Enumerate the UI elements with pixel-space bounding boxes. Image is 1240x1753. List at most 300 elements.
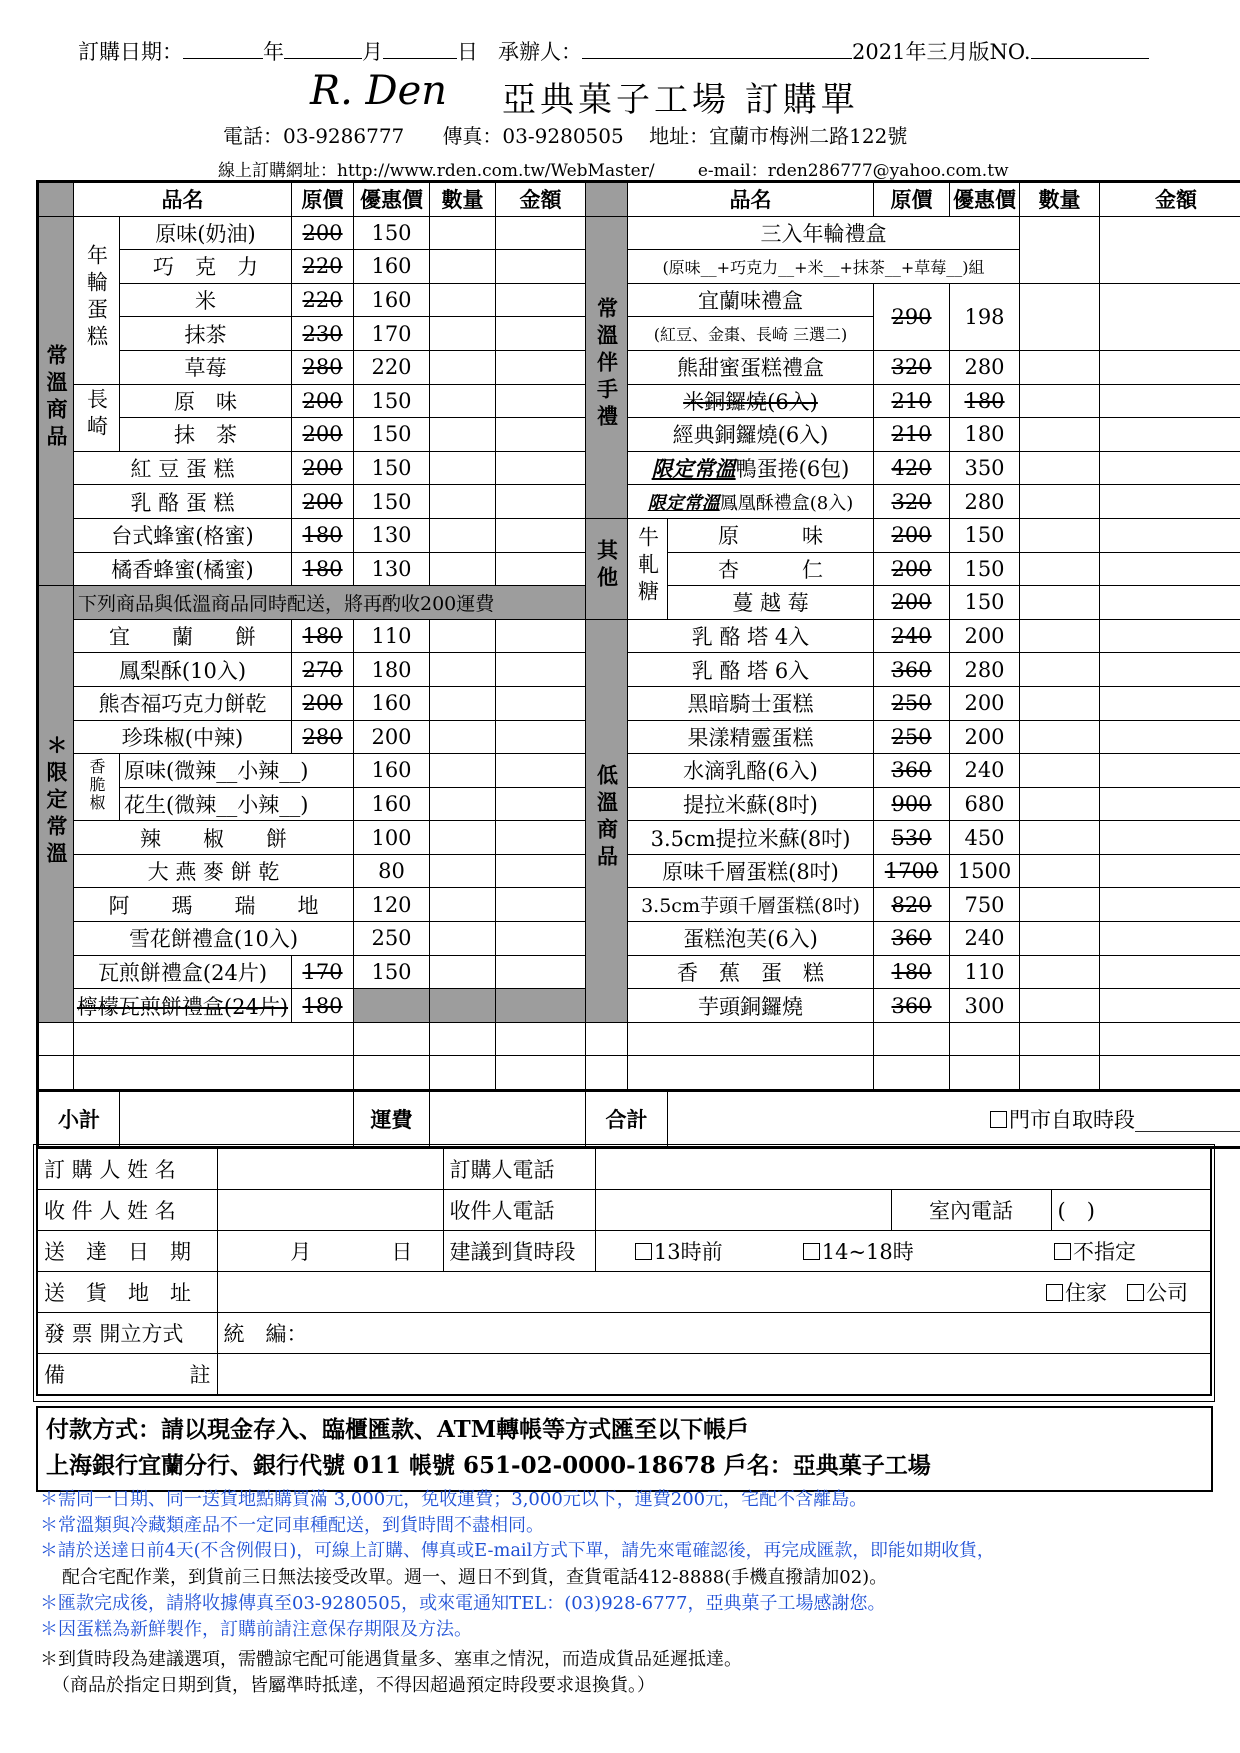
qty-field[interactable] xyxy=(1020,384,1100,418)
item-disc: 350 xyxy=(950,451,1020,485)
amount-field[interactable] xyxy=(496,418,586,452)
amount-field[interactable] xyxy=(496,1056,586,1091)
amount-field[interactable] xyxy=(496,317,586,351)
buyer-name-field[interactable] xyxy=(217,1148,443,1190)
qty-field[interactable] xyxy=(1020,1056,1100,1091)
customer-info-table xyxy=(36,1147,1212,1396)
amount-field[interactable] xyxy=(1100,720,1240,754)
item-disc: 150 xyxy=(354,216,430,250)
empty-cell xyxy=(38,1022,74,1056)
note-5: ＊匯款完成後，請將收據傳真至03-9280505，或來電通知TEL：(03)928-6777，亞典菓子工場感謝您。 xyxy=(40,1593,886,1614)
item-disc: 130 xyxy=(354,552,430,586)
item-disc: 200 xyxy=(950,686,1020,720)
handler-blank[interactable] xyxy=(582,58,852,59)
group-label-ambient xyxy=(38,216,74,586)
amount-field[interactable] xyxy=(1100,350,1240,384)
item-name: 乳 酪 塔 4入 xyxy=(628,619,874,653)
qty-field[interactable] xyxy=(430,418,496,452)
amount-field[interactable] xyxy=(1100,955,1240,989)
item-name: 黑暗騎士蛋糕 xyxy=(628,686,874,720)
item-orig: 180 xyxy=(874,955,950,989)
item-name: 乳 酪 蛋 糕 xyxy=(74,485,292,519)
note-6: ＊因蛋糕為新鮮製作，訂購前請注意保存期限及方法。 xyxy=(40,1619,472,1640)
remark-label-b: 註 xyxy=(189,1363,211,1387)
table-row xyxy=(38,216,1240,250)
header-orig-r: 原價 xyxy=(874,182,950,217)
pickup-label: 門市自取時段__________ xyxy=(1009,1108,1240,1133)
buyer-row xyxy=(37,1148,1211,1190)
qty-field[interactable] xyxy=(430,720,496,754)
qty-field[interactable] xyxy=(1020,619,1100,653)
item-orig: 360 xyxy=(874,653,950,687)
group-cold-text: 低溫商品 xyxy=(594,764,620,873)
amount-field[interactable] xyxy=(496,888,586,922)
amount-field[interactable] xyxy=(1100,1022,1240,1056)
item-orig: 240 xyxy=(874,619,950,653)
month-blank[interactable] xyxy=(284,58,362,59)
date-day: 日 xyxy=(391,1240,413,1264)
qty-field[interactable] xyxy=(430,888,496,922)
header-amount-r: 金額 xyxy=(1100,182,1240,217)
date-row xyxy=(37,1231,1211,1272)
custom-disc-field[interactable] xyxy=(354,1022,430,1056)
amount-field[interactable] xyxy=(496,619,586,653)
remark-label-a: 備 xyxy=(44,1363,65,1387)
time2-checkbox[interactable] xyxy=(803,1243,820,1260)
shipping-field[interactable] xyxy=(430,1091,586,1148)
item-disc: 130 xyxy=(354,518,430,552)
payment-box xyxy=(36,1406,1213,1492)
qty-field[interactable] xyxy=(1020,1022,1100,1056)
qty-field[interactable] xyxy=(430,754,496,788)
amount-field[interactable] xyxy=(1100,283,1240,350)
item-name: 香 蕉 蛋 糕 xyxy=(628,955,874,989)
web-url[interactable]: http://www.rden.com.tw/WebMaster/ xyxy=(337,161,655,181)
item-name: 3.5cm芋頭千層蛋糕(8吋) xyxy=(628,888,874,922)
amount-field[interactable] xyxy=(496,283,586,317)
amount-field[interactable] xyxy=(1100,451,1240,485)
amount-field[interactable] xyxy=(1100,586,1240,620)
time1-label: 13時前 xyxy=(653,1240,723,1264)
invoice-label: 發 票 開立方式 xyxy=(37,1313,217,1354)
item-orig: 200 xyxy=(292,418,354,452)
amount-field[interactable] xyxy=(496,384,586,418)
qty-blank xyxy=(430,989,496,1023)
qty-field[interactable] xyxy=(430,384,496,418)
castella-group-label xyxy=(74,384,120,451)
remark-field[interactable] xyxy=(217,1354,1211,1396)
subtotal-label: 小計 xyxy=(38,1091,120,1148)
qty-field[interactable] xyxy=(430,485,496,519)
custom-disc-field[interactable] xyxy=(950,1056,1020,1091)
qty-field[interactable] xyxy=(1020,283,1100,350)
qty-field[interactable] xyxy=(430,653,496,687)
note-8: （商品於指定日期到貨，皆屬準時抵達，不得因超過預定時段要求退換貨。） xyxy=(52,1675,655,1696)
day-label: 日 xyxy=(457,40,478,64)
qty-field[interactable] xyxy=(1020,787,1100,821)
item-orig: 180 xyxy=(292,518,354,552)
delivery-date-field[interactable] xyxy=(217,1231,443,1272)
amount-field[interactable] xyxy=(1100,754,1240,788)
item-disc-blank xyxy=(354,989,430,1023)
qty-field[interactable] xyxy=(1020,686,1100,720)
item-orig: 320 xyxy=(874,350,950,384)
item-orig: 210 xyxy=(874,384,950,418)
contact-line xyxy=(223,120,907,149)
note-7: ＊到貨時段為建議選項，需體諒宅配可能遇貨量多、塞車之情況，而造成貨品延遲抵達。 xyxy=(40,1649,742,1670)
item-disc: 280 xyxy=(950,350,1020,384)
qty-field[interactable] xyxy=(1020,418,1100,452)
qty-field[interactable] xyxy=(430,854,496,888)
amount-field[interactable] xyxy=(496,250,586,284)
amount-field[interactable] xyxy=(496,686,586,720)
qty-field[interactable] xyxy=(430,821,496,855)
amount-field[interactable] xyxy=(496,955,586,989)
item-disc: 100 xyxy=(354,821,430,855)
item-name: 紅 豆 蛋 糕 xyxy=(74,451,292,485)
amount-field[interactable] xyxy=(1100,1056,1240,1091)
shipping-label: 運費 xyxy=(354,1091,430,1148)
item-orig: 200 xyxy=(874,518,950,552)
item-name: 草莓 xyxy=(120,350,292,384)
item-name: 3.5cm提拉米蘇(8吋) xyxy=(628,821,874,855)
table-row xyxy=(38,653,1240,687)
castella-group-text: 長崎 xyxy=(84,388,109,443)
item-name: 抹茶 xyxy=(120,317,292,351)
item-disc: 150 xyxy=(354,451,430,485)
pickup-checkbox[interactable] xyxy=(990,1111,1007,1128)
qty-field[interactable] xyxy=(430,250,496,284)
item-orig: 280 xyxy=(292,350,354,384)
qty-field[interactable] xyxy=(430,451,496,485)
day-blank[interactable] xyxy=(383,58,457,59)
item-orig: 290 xyxy=(874,283,950,350)
home-label: 住家 xyxy=(1064,1281,1107,1305)
item-disc: 160 xyxy=(354,250,430,284)
amount-field[interactable] xyxy=(1100,787,1240,821)
item-name: 蔓 越 莓 xyxy=(668,586,874,620)
item-orig: 1700 xyxy=(874,854,950,888)
invoice-row xyxy=(37,1313,1211,1354)
item-name: 水滴乳酪(6入) xyxy=(628,754,874,788)
amount-blank xyxy=(496,989,586,1023)
qty-field[interactable] xyxy=(1020,350,1100,384)
item-disc: 120 xyxy=(354,888,430,922)
table-row xyxy=(38,922,1240,956)
qty-field[interactable] xyxy=(1020,586,1100,620)
item-disc: 160 xyxy=(354,787,430,821)
qty-field[interactable] xyxy=(430,350,496,384)
amount-field[interactable] xyxy=(496,552,586,586)
item-orig: 180 xyxy=(292,619,354,653)
time3-label: 不指定 xyxy=(1072,1240,1136,1264)
item-disc: 110 xyxy=(950,955,1020,989)
crispy-group-label xyxy=(74,754,120,821)
item-orig: 360 xyxy=(874,922,950,956)
qty-field[interactable] xyxy=(1020,451,1100,485)
address-row xyxy=(37,1272,1211,1313)
amount-field[interactable] xyxy=(496,754,586,788)
qty-field[interactable] xyxy=(1020,955,1100,989)
table-row xyxy=(38,686,1240,720)
remark-row xyxy=(37,1354,1211,1396)
amount-field[interactable] xyxy=(1100,854,1240,888)
item-name: 蛋糕泡芙(6入) xyxy=(628,922,874,956)
amount-field[interactable] xyxy=(496,485,586,519)
custom-item-field[interactable] xyxy=(628,1022,874,1056)
qty-field[interactable] xyxy=(430,922,496,956)
item-name xyxy=(628,485,874,519)
cake-group-label xyxy=(74,216,120,384)
amount-field[interactable] xyxy=(1100,619,1240,653)
amount-field[interactable] xyxy=(496,922,586,956)
qty-field[interactable] xyxy=(1020,821,1100,855)
qty-field[interactable] xyxy=(430,787,496,821)
custom-item-field[interactable] xyxy=(628,1056,874,1091)
pickup-cell[interactable] xyxy=(668,1091,1240,1148)
item-orig: 200 xyxy=(292,384,354,418)
table-row xyxy=(38,754,1240,788)
qty-field[interactable] xyxy=(430,955,496,989)
group-ambient-text: 常溫商品 xyxy=(44,344,69,453)
amount-field[interactable] xyxy=(1100,485,1240,519)
group-other-text: 其他 xyxy=(594,539,620,594)
remark-label xyxy=(37,1354,217,1396)
custom-orig-field[interactable] xyxy=(874,1022,950,1056)
item-orig: 220 xyxy=(292,250,354,284)
amount-field[interactable] xyxy=(496,854,586,888)
payment-line-2: 上海銀行宜蘭分行、銀行代號 011 帳號 651-02-0000-18678 戶名：亞典菓子工場 xyxy=(46,1452,931,1479)
item-name: 原味(微辣__小辣__) xyxy=(120,754,354,788)
qty-field[interactable] xyxy=(430,686,496,720)
table-row xyxy=(38,518,1240,552)
home-phone-field[interactable]: ( ) xyxy=(1051,1190,1211,1231)
qty-field[interactable] xyxy=(1020,754,1100,788)
qty-field[interactable] xyxy=(1020,653,1100,687)
receiver-name-field[interactable] xyxy=(217,1190,443,1231)
amount-field[interactable] xyxy=(496,350,586,384)
custom-disc-field[interactable] xyxy=(354,1056,430,1091)
qty-field[interactable] xyxy=(430,619,496,653)
month-label: 月 xyxy=(362,40,383,64)
amount-field[interactable] xyxy=(1100,888,1240,922)
item-orig: 420 xyxy=(874,451,950,485)
receiver-row xyxy=(37,1190,1211,1231)
subtotal-field[interactable] xyxy=(120,1091,354,1148)
qty-field[interactable] xyxy=(1020,485,1100,519)
qty-field[interactable] xyxy=(430,283,496,317)
item-disc: 280 xyxy=(950,653,1020,687)
amount-field[interactable] xyxy=(1100,384,1240,418)
amount-field[interactable] xyxy=(1100,989,1240,1023)
item-orig: 250 xyxy=(874,686,950,720)
item-disc: 220 xyxy=(354,350,430,384)
qty-field[interactable] xyxy=(1020,518,1100,552)
company-label: 公司 xyxy=(1146,1281,1188,1305)
buyer-phone-label: 訂購人電話 xyxy=(443,1148,595,1190)
cake-group-text: 年輪蛋糕 xyxy=(84,243,109,352)
item-name: 原 味 xyxy=(120,384,292,418)
home-phone-label: 室內電話 xyxy=(891,1190,1051,1231)
buyer-phone-field[interactable] xyxy=(595,1148,1211,1190)
item-disc: 170 xyxy=(354,317,430,351)
item-name: 大 燕 麥 餅 乾 xyxy=(74,854,354,888)
time2-label: 14~18時 xyxy=(821,1240,914,1264)
item-disc: 200 xyxy=(354,720,430,754)
time3-checkbox[interactable] xyxy=(1054,1243,1071,1260)
item-orig: 360 xyxy=(874,989,950,1023)
web-label: 線上訂購網址： xyxy=(218,161,337,181)
item-name: 辣 椒 餅 xyxy=(74,821,354,855)
header-amount: 金額 xyxy=(496,182,586,217)
qty-field[interactable] xyxy=(1020,989,1100,1023)
email[interactable]: e-mail：rden286777@yahoo.com.tw xyxy=(697,161,1009,181)
item-orig: 200 xyxy=(874,552,950,586)
qty-field[interactable] xyxy=(1020,552,1100,586)
amount-field[interactable] xyxy=(1100,686,1240,720)
note-1: ＊需同一日期、同一送貨地點購買滿 3,000元，免收運費；3,000元以下，運費200元，宅配不含離島。 xyxy=(40,1489,868,1510)
header-name: 品名 xyxy=(74,182,292,217)
item-disc: 160 xyxy=(354,686,430,720)
item-disc: 150 xyxy=(950,552,1020,586)
amount-field[interactable] xyxy=(1100,821,1240,855)
item-orig: 230 xyxy=(292,317,354,351)
amount-field[interactable] xyxy=(496,451,586,485)
time-slot-label: 建議到貨時段 xyxy=(443,1231,595,1272)
amount-field[interactable] xyxy=(1100,216,1240,283)
custom-disc-field[interactable] xyxy=(950,1022,1020,1056)
limited-label: 限定常溫 xyxy=(651,456,736,482)
item-disc: 240 xyxy=(950,922,1020,956)
qty-field[interactable] xyxy=(1020,922,1100,956)
item-orig: 200 xyxy=(292,686,354,720)
custom-orig-field[interactable] xyxy=(874,1056,950,1091)
header-orig: 原價 xyxy=(292,182,354,217)
note-2: ＊常溫類與冷藏類產品不一定同車種配送，到貨時間不盡相同。 xyxy=(40,1515,544,1536)
no-blank[interactable] xyxy=(1031,58,1149,59)
item-disc: 150 xyxy=(354,955,430,989)
item-orig: 200 xyxy=(292,451,354,485)
item-orig: 320 xyxy=(874,485,950,519)
item-name: 瓦煎餅禮盒(24片) xyxy=(74,955,292,989)
table-row-empty xyxy=(38,1056,1240,1091)
group-label-limited xyxy=(38,586,74,1023)
limited-label: 限定常溫 xyxy=(647,492,720,514)
notice-shipping: 下列商品與低溫商品同時配送，將再酌收200運費 xyxy=(74,586,586,620)
item-options: (原味__+巧克力__+米__+抹茶__+草莓__)組 xyxy=(628,250,1020,284)
item-disc: 750 xyxy=(950,888,1020,922)
version-label: 2021年三月版NO. xyxy=(852,40,1031,64)
qty-field[interactable] xyxy=(430,216,496,250)
address-label: 送 貨 地 址 xyxy=(37,1272,217,1313)
item-name: 三入年輪禮盒 xyxy=(628,216,1020,250)
item-name: 經典銅鑼燒(6入) xyxy=(628,418,874,452)
item-name: 雪花餅禮盒(10入) xyxy=(74,922,354,956)
table-row xyxy=(38,350,1240,384)
amount-field[interactable] xyxy=(496,821,586,855)
group-label-cold xyxy=(586,619,628,1022)
header-name-r: 品名 xyxy=(628,182,874,217)
item-orig: 210 xyxy=(874,418,950,452)
qty-field[interactable] xyxy=(1020,216,1100,283)
buyer-name-label: 訂 購 人 姓 名 xyxy=(37,1148,217,1190)
item-disc: 240 xyxy=(950,754,1020,788)
amount-field[interactable] xyxy=(496,1022,586,1056)
item-disc: 198 xyxy=(950,283,1020,350)
amount-field[interactable] xyxy=(496,653,586,687)
amount-field[interactable] xyxy=(1100,552,1240,586)
handler-label: 承辦人： xyxy=(498,40,583,64)
note-4: 配合宅配作業，到貨前三日無法接受改單。週一、週日不到貨，查貨電話412-8888(手機直撥請加02)。 xyxy=(62,1567,888,1588)
custom-item-field[interactable] xyxy=(74,1022,354,1056)
item-disc: 110 xyxy=(354,619,430,653)
item-name: 芋頭銅鑼燒 xyxy=(628,989,874,1023)
qty-field[interactable] xyxy=(1020,888,1100,922)
amount-field[interactable] xyxy=(496,720,586,754)
item-name: 花生(微辣__小辣__) xyxy=(120,787,354,821)
item-disc: 180 xyxy=(354,653,430,687)
item-orig: 200 xyxy=(874,586,950,620)
qty-field[interactable] xyxy=(1020,854,1100,888)
address-field[interactable] xyxy=(217,1272,1211,1313)
amount-field[interactable] xyxy=(1100,418,1240,452)
item-disc: 150 xyxy=(354,384,430,418)
item-disc: 450 xyxy=(950,821,1020,855)
qty-field[interactable] xyxy=(430,552,496,586)
table-row xyxy=(38,451,1240,485)
item-orig: 180 xyxy=(292,989,354,1023)
qty-field[interactable] xyxy=(430,1022,496,1056)
amount-field[interactable] xyxy=(1100,653,1240,687)
qty-field[interactable] xyxy=(1020,720,1100,754)
time1-checkbox[interactable] xyxy=(635,1243,652,1260)
custom-item-field[interactable] xyxy=(74,1056,354,1091)
address: 地址：宜蘭市梅洲二路122號 xyxy=(649,124,908,148)
qty-field[interactable] xyxy=(430,518,496,552)
receiver-phone-field[interactable] xyxy=(595,1190,891,1231)
amount-field[interactable] xyxy=(496,787,586,821)
item-orig: 280 xyxy=(292,720,354,754)
amount-field[interactable] xyxy=(496,518,586,552)
header-cell-blank xyxy=(38,182,74,217)
phoenix-name: 鳳凰酥禮盒(8入) xyxy=(719,492,854,514)
company-checkbox[interactable] xyxy=(1127,1284,1144,1301)
header-qty: 數量 xyxy=(430,182,496,217)
item-name: 檸檬瓦煎餅禮盒(24片) xyxy=(74,989,292,1023)
amount-field[interactable] xyxy=(1100,518,1240,552)
order-date-label: 訂購日期： xyxy=(78,40,183,64)
item-disc: 160 xyxy=(354,754,430,788)
qty-field[interactable] xyxy=(430,1056,496,1091)
totals-row xyxy=(38,1091,1240,1148)
amount-field[interactable] xyxy=(496,216,586,250)
delivery-date-label: 送 達 日 期 xyxy=(37,1231,217,1272)
qty-field[interactable] xyxy=(430,317,496,351)
table-row xyxy=(38,418,1240,452)
table-header-row xyxy=(38,182,1240,217)
table-row xyxy=(38,787,1240,821)
invoice-field[interactable]: 統 編： xyxy=(217,1313,1211,1354)
home-checkbox[interactable] xyxy=(1046,1284,1063,1301)
header-disc: 優惠價 xyxy=(354,182,430,217)
item-name: 原 味 xyxy=(668,518,874,552)
item-name: 鳳梨酥(10入) xyxy=(74,653,292,687)
amount-field[interactable] xyxy=(1100,922,1240,956)
item-orig: 270 xyxy=(292,653,354,687)
item-name: 阿 瑪 瑞 地 xyxy=(74,888,354,922)
crispy-group-text: 香脆椒 xyxy=(87,757,106,812)
year-blank[interactable] xyxy=(183,58,263,59)
